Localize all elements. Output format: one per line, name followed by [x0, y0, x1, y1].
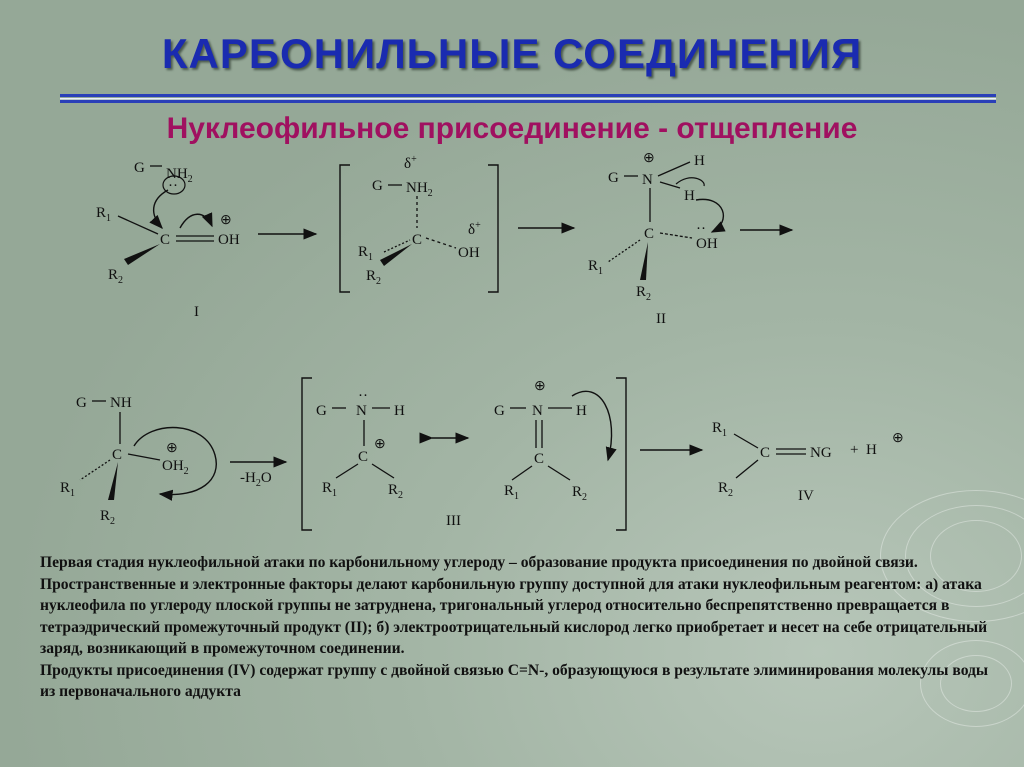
slide-subtitle: Нуклеофильное присоединение - отщепление	[166, 112, 858, 145]
svg-text:R1: $R_1$	[60, 480, 76, 499]
svg-text:R2: $R_2$	[636, 284, 652, 303]
svg-text:C: C	[412, 232, 423, 248]
svg-text:C: C	[358, 449, 369, 465]
slide-title: КАРБОНИЛЬНЫЕ СОЕДИНЕНИЯ	[161, 30, 863, 77]
compound-label: III	[446, 513, 461, 529]
svg-text:NG: NG	[810, 445, 832, 461]
g-label: G	[134, 160, 145, 176]
reaction-scheme	[0, 145, 1024, 545]
svg-text:⊕: ⊕	[534, 379, 546, 394]
svg-text:N: N	[356, 403, 367, 419]
svg-text:⊕: ⊕	[374, 437, 386, 452]
svg-text:G: G	[608, 170, 619, 186]
svg-text:NH: NH	[110, 395, 132, 411]
svg-text:R2: $R_2$	[388, 482, 404, 501]
svg-text:G: G	[494, 403, 505, 419]
svg-text:R1: $R_1$	[322, 480, 338, 499]
explanation-text	[40, 552, 990, 703]
compound-label: II	[656, 311, 666, 327]
svg-text:OH: OH	[218, 232, 240, 248]
svg-text:··: ··	[168, 178, 178, 194]
svg-text:⊕: ⊕	[166, 441, 178, 456]
svg-text:C: C	[112, 447, 123, 463]
svg-text:N: N	[642, 172, 653, 188]
svg-text:R1: $R_1$	[588, 258, 604, 277]
svg-text:··: ··	[358, 388, 368, 404]
paragraph-2: Продукты присоединения (IV) содержат группу с двойной связью C=N-, образующуюся в результате элиминирования молекулы воды из первоначального аддукта	[40, 661, 989, 700]
svg-text:G: G	[372, 178, 383, 194]
svg-text:G: G	[76, 395, 87, 411]
structure-IV	[712, 420, 904, 504]
svg-text:NH2: $NH_2$	[406, 180, 433, 199]
svg-text:OH: OH	[458, 245, 480, 261]
compound-label: I	[194, 304, 199, 320]
svg-text:⊕: ⊕	[643, 151, 655, 166]
svg-text:R1: $R_1$	[712, 420, 728, 439]
svg-text:NH2: $NH_2$	[166, 166, 193, 185]
svg-text:⊕: ⊕	[220, 213, 232, 228]
structure-I	[96, 160, 240, 320]
svg-text:H: H	[684, 188, 695, 204]
transition-state	[340, 154, 498, 292]
svg-text:C: C	[760, 445, 771, 461]
svg-text:R2: $R_2$	[100, 508, 116, 527]
svg-text:OH: OH	[696, 236, 718, 252]
svg-text:H: H	[394, 403, 405, 419]
structure-II	[588, 151, 723, 327]
svg-text:G: G	[316, 403, 327, 419]
svg-text:··: ··	[696, 221, 706, 237]
svg-text:R2: $R_2$	[572, 484, 588, 503]
svg-text:R2: $R_2$	[718, 480, 734, 499]
svg-text:C: C	[160, 232, 171, 248]
compound-label: IV	[798, 488, 814, 504]
svg-text:+ H: + H	[850, 442, 877, 458]
title-divider	[60, 94, 996, 104]
svg-text:R1: $R_1$	[96, 205, 112, 224]
svg-text:R2: $R_2$	[108, 267, 124, 286]
svg-text:OH2: $OH_2$	[162, 458, 189, 477]
svg-text:N: N	[532, 403, 543, 419]
protonated-intermediate	[60, 395, 216, 527]
svg-text:C: C	[644, 226, 655, 242]
svg-text:R1: $R_1$	[358, 244, 374, 263]
svg-text:C: C	[534, 451, 545, 467]
water-elimination-label: $-H_2O$	[240, 470, 272, 489]
svg-text:δ+: δ+	[404, 154, 417, 172]
svg-text:R1: $R_1$	[504, 483, 520, 502]
svg-text:H: H	[576, 403, 587, 419]
svg-text:δ+: δ+	[468, 220, 481, 238]
svg-text:⊕: ⊕	[892, 431, 904, 446]
svg-text:R2: $R_2$	[366, 268, 382, 287]
svg-text:H: H	[694, 153, 705, 169]
paragraph-1: Первая стадия нуклеофильной атаки по карбонильному углероду – образование продукта присоединения по двойной связи. Пространственные и электронные факторы делают карбонильную группу доступной для атаки нуклеофильным реагентом: а) атака нуклеофила по углероду плоской группы не затруднена, тригональный углерод относительно беспрепятственно превращается в тетраэдрический промежуточный продукт (II); б) электроотрицательный кислород легко приобретает и несет на себе отрицательный заряд, возникающий в промежуточном соединении.	[40, 554, 988, 657]
structure-III	[302, 378, 626, 530]
